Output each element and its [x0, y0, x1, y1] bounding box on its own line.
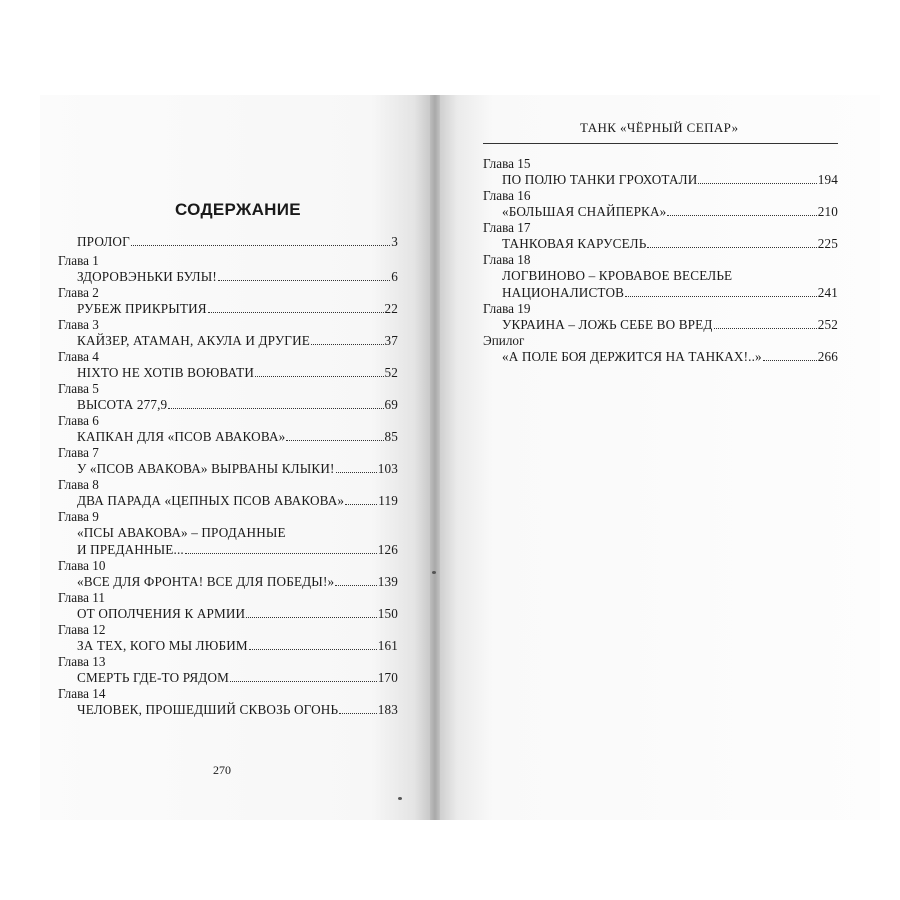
chapter-label: Глава 19: [483, 301, 531, 316]
toc-entry: [483, 220, 838, 252]
leader-dots: [255, 376, 383, 377]
chapter-page: 139: [377, 574, 398, 589]
chapter-page: 170: [377, 670, 398, 685]
chapter-label: Глава 2: [58, 285, 99, 300]
book-gutter: [430, 95, 440, 820]
toc-entry: [58, 686, 398, 718]
leader-dots: [246, 617, 377, 618]
chapter-page: 52: [384, 365, 398, 380]
toc-left-column: [58, 233, 398, 718]
chapter-title: «ВСЕ ДЛЯ ФРОНТА! ВСЕ ДЛЯ ПОБЕДЫ!»: [77, 574, 335, 589]
toc-right-entries: [483, 156, 838, 365]
chapter-title: «ПСЫ АВАКОВА» – ПРОДАННЫЕ: [77, 525, 286, 540]
chapter-title: ТАНКОВАЯ КАРУСЕЛЬ: [502, 236, 647, 251]
chapter-page: 194: [817, 172, 838, 187]
chapter-label: Глава 7: [58, 445, 99, 460]
toc-entry: [483, 301, 838, 333]
chapter-title: ЧЕЛОВЕК, ПРОШЕДШИЙ СКВОЗЬ ОГОНЬ: [77, 702, 339, 717]
chapter-label: Глава 13: [58, 654, 106, 669]
chapter-title: ЗА ТЕХ, КОГО МЫ ЛЮБИМ: [77, 638, 248, 653]
chapter-label: Глава 16: [483, 188, 531, 203]
leader-dots: [714, 328, 817, 329]
chapter-page: 6: [391, 269, 398, 284]
chapter-page: 69: [384, 397, 398, 412]
chapter-label: Глава 1: [58, 253, 99, 268]
chapter-label: Глава 17: [483, 220, 531, 235]
toc-entry: [58, 622, 398, 654]
chapter-label: Глава 8: [58, 477, 99, 492]
leader-dots: [185, 553, 377, 554]
leader-dots: [311, 344, 384, 345]
toc-entry: [58, 317, 398, 349]
chapter-page: 266: [817, 349, 838, 364]
chapter-title: ОТ ОПОЛЧЕНИЯ К АРМИИ: [77, 606, 246, 621]
chapter-title: ЛОГВИНОВО – КРОВАВОЕ ВЕСЕЛЬЕ: [502, 268, 733, 283]
leader-dots: [249, 649, 377, 650]
chapter-title: ВЫСОТА 277,9: [77, 397, 168, 412]
toc-entry: [483, 156, 838, 188]
leader-dots: [168, 408, 383, 409]
toc-entry: [483, 252, 838, 301]
toc-entry: [58, 381, 398, 413]
leader-dots: [339, 713, 377, 714]
chapter-title: РУБЕЖ ПРИКРЫТИЯ: [77, 301, 207, 316]
chapter-title: УКРАИНА – ЛОЖЬ СЕБЕ ВО ВРЕД: [502, 317, 713, 332]
toc-entry: [58, 349, 398, 381]
leader-dots: [230, 681, 377, 682]
toc-entry: [483, 333, 838, 365]
chapter-page: 103: [377, 461, 398, 476]
leader-dots: [336, 472, 377, 473]
chapter-page: 252: [817, 317, 838, 332]
toc-entry: [58, 253, 398, 285]
header-rule: [483, 143, 838, 144]
page-number: 270: [213, 763, 231, 777]
toc-entry: [58, 558, 398, 590]
leader-dots: [647, 247, 816, 248]
running-header: ТАНК «ЧЁРНЫЙ СЕПАР»: [580, 120, 739, 135]
chapter-label: Глава 4: [58, 349, 99, 364]
toc-title: СОДЕРЖАНИЕ: [175, 200, 301, 219]
chapter-label: Глава 11: [58, 590, 105, 605]
chapter-page: 161: [377, 638, 398, 653]
chapter-title: И ПРЕДАННЫЕ...: [77, 542, 184, 557]
chapter-page: 37: [384, 333, 398, 348]
leader-dots: [131, 245, 390, 246]
chapter-title: ПО ПОЛЮ ТАНКИ ГРОХОТАЛИ: [502, 172, 698, 187]
chapter-label: Эпилог: [483, 333, 525, 348]
chapter-page: 241: [817, 285, 838, 300]
toc-entry: [58, 285, 398, 317]
chapter-title: СМЕРТЬ ГДЕ-ТО РЯДОМ: [77, 670, 229, 685]
leader-dots: [698, 183, 816, 184]
print-speck: [398, 797, 402, 800]
chapter-title: НАЦИОНАЛИСТОВ: [502, 285, 625, 300]
chapter-title: У «ПСОВ АВАКОВА» ВЫРВАНЫ КЛЫКИ!: [77, 461, 335, 476]
chapter-page: 225: [817, 236, 838, 251]
toc-entry: [58, 477, 398, 509]
chapter-label: Глава 15: [483, 156, 531, 171]
leader-dots: [335, 585, 377, 586]
chapter-label: Глава 12: [58, 622, 106, 637]
chapter-title: ДВА ПАРАДА «ЦЕПНЫХ ПСОВ АВАКОВА»: [77, 493, 345, 508]
toc-entry-page: 3: [391, 234, 398, 249]
chapter-title: «А ПОЛЕ БОЯ ДЕРЖИТСЯ НА ТАНКАХ!..»: [502, 349, 762, 364]
chapter-page: 150: [377, 606, 398, 621]
chapter-title: «БОЛЬШАЯ СНАЙПЕРКА»: [502, 204, 667, 219]
chapter-title: КАПКАН ДЛЯ «ПСОВ АВАКОВА»: [77, 429, 286, 444]
chapter-title: ЗДОРОВЭНЬКИ БУЛЫ!: [77, 269, 217, 284]
chapter-page: 126: [377, 542, 398, 557]
leader-dots: [345, 504, 377, 505]
leader-dots: [286, 440, 383, 441]
toc-entry-prolog: [58, 233, 398, 250]
chapter-page: 22: [384, 301, 398, 316]
chapter-label: Глава 5: [58, 381, 99, 396]
leader-dots: [208, 312, 384, 313]
leader-dots: [625, 296, 817, 297]
chapter-page: 210: [817, 204, 838, 219]
chapter-title: КАЙЗЕР, АТАМАН, АКУЛА И ДРУГИЕ: [77, 333, 310, 348]
chapter-title: НІХТО НЕ ХОТІВ ВОЮВАТИ: [77, 365, 255, 380]
toc-entry: [58, 445, 398, 477]
chapter-label: Глава 6: [58, 413, 99, 428]
toc-entry: [483, 188, 838, 220]
chapter-label: Глава 3: [58, 317, 99, 332]
chapter-label: Глава 9: [58, 509, 99, 524]
chapter-label: Глава 18: [483, 252, 531, 267]
chapter-page: 119: [378, 493, 398, 508]
toc-left-entries: [58, 253, 398, 718]
toc-entry-title: ПРОЛОГ: [77, 234, 130, 249]
toc-entry: [58, 590, 398, 622]
leader-dots: [218, 280, 390, 281]
toc-entry: [58, 413, 398, 445]
chapter-page: 85: [384, 429, 398, 444]
chapter-label: Глава 10: [58, 558, 106, 573]
print-speck: [432, 571, 436, 574]
leader-dots: [667, 215, 816, 216]
leader-dots: [763, 360, 817, 361]
chapter-label: Глава 14: [58, 686, 106, 701]
chapter-page: 183: [377, 702, 398, 717]
toc-entry: [58, 509, 398, 558]
toc-right-column: [483, 156, 838, 365]
toc-entry: [58, 654, 398, 686]
